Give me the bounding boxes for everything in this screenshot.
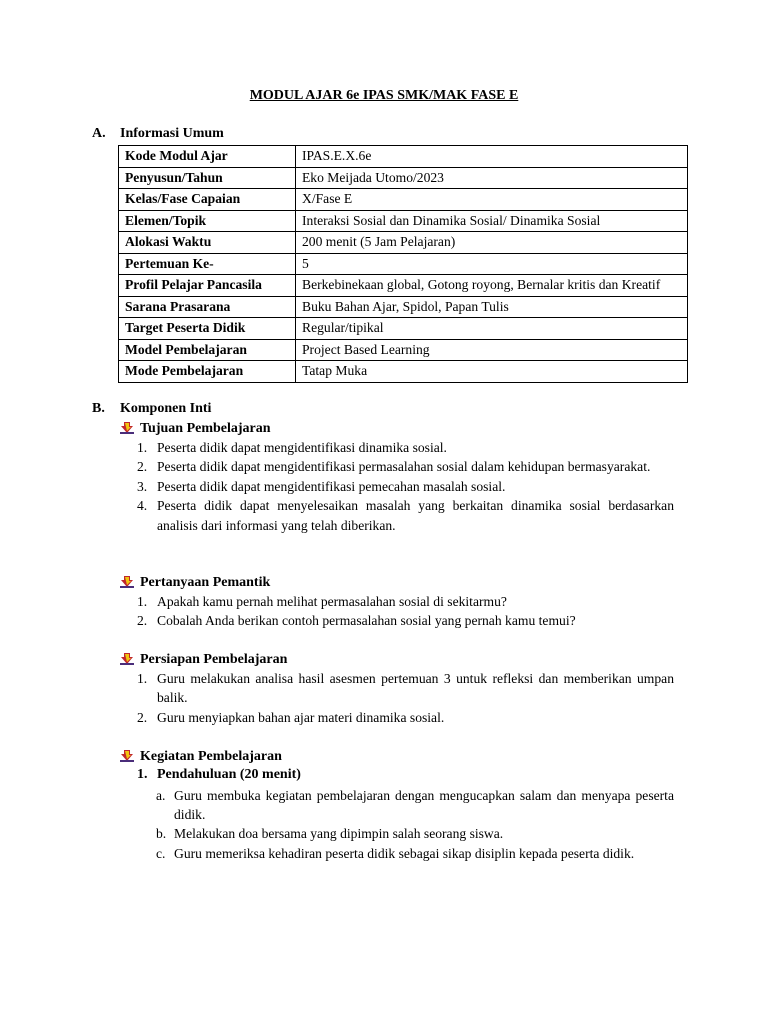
table-row	[119, 210, 688, 232]
list-number: 3.	[137, 478, 148, 494]
list-item	[137, 708, 674, 727]
table-row	[119, 296, 688, 318]
table-key: Target Peserta Didik	[119, 318, 296, 340]
table-key: Pertemuan Ke-	[119, 253, 296, 275]
list-number: 2.	[137, 613, 148, 629]
section-b-title: Komponen Inti	[120, 401, 212, 416]
list-number: 4.	[137, 498, 148, 514]
kegiatan-list	[156, 786, 674, 863]
list-number: 2.	[137, 709, 148, 725]
tujuan-list	[137, 438, 674, 535]
tujuan-heading	[119, 420, 271, 437]
pendahuluan-number: 1.	[137, 767, 148, 782]
arrow-bullet-icon	[119, 420, 135, 434]
list-item	[137, 592, 674, 611]
section-b-letter: B.	[92, 401, 105, 416]
list-text: Cobalah Anda berikan contoh permasalahan sosial yang pernah kamu temui?	[157, 613, 576, 629]
list-item	[156, 786, 674, 824]
table-row	[119, 275, 688, 297]
table-value: Project Based Learning	[296, 339, 688, 361]
table-value: Regular/tipikal	[296, 318, 688, 340]
table-key: Sarana Prasarana	[119, 296, 296, 318]
arrow-bullet-icon	[119, 748, 135, 762]
table-key: Model Pembelajaran	[119, 339, 296, 361]
table-value: Berkebinekaan global, Gotong royong, Bernalar kritis dan Kreatif	[296, 275, 688, 297]
section-a-letter: A.	[92, 126, 106, 141]
persiapan-title: Persiapan Pembelajaran	[140, 652, 288, 667]
table-row	[119, 361, 688, 383]
persiapan-list	[137, 669, 674, 727]
list-item	[156, 844, 674, 863]
table-key: Mode Pembelajaran	[119, 361, 296, 383]
table-row	[119, 146, 688, 168]
list-letter: a.	[156, 788, 166, 803]
list-text: Peserta didik dapat mengidentifikasi permasalahan sosial dalam kehidupan bermasyarakat.	[157, 459, 651, 475]
table-value: Interaksi Sosial dan Dinamika Sosial/ Dinamika Sosial	[296, 210, 688, 232]
list-number: 1.	[137, 440, 148, 455]
pendahuluan-title: Pendahuluan (20 menit)	[157, 767, 301, 782]
list-number: 1.	[137, 594, 148, 609]
list-text: Apakah kamu pernah melihat permasalahan sosial di sekitarmu?	[157, 594, 507, 609]
list-text: Peserta didik dapat mengidentifikasi pemecahan masalah sosial.	[157, 478, 506, 494]
tujuan-title: Tujuan Pembelajaran	[140, 421, 271, 436]
list-letter: b.	[156, 826, 167, 842]
table-value: 5	[296, 253, 688, 275]
table-value: IPAS.E.X.6e	[296, 146, 688, 168]
list-number: 2.	[137, 459, 148, 475]
list-item	[137, 438, 674, 457]
section-a-title: Informasi Umum	[120, 126, 224, 141]
table-key: Alokasi Waktu	[119, 232, 296, 254]
table-key: Profil Pelajar Pancasila	[119, 275, 296, 297]
info-table	[118, 145, 688, 383]
list-number: 1.	[137, 671, 148, 686]
document-title: MODUL AJAR 6e IPAS SMK/MAK FASE E	[249, 88, 519, 103]
list-item	[137, 496, 674, 535]
section-a-heading	[92, 126, 224, 142]
pendahuluan-heading	[137, 767, 301, 783]
list-text: Melakukan doa bersama yang dipimpin salah seorang siswa.	[174, 826, 504, 842]
table-row	[119, 232, 688, 254]
pertanyaan-title: Pertanyaan Pemantik	[140, 575, 271, 590]
kegiatan-heading	[119, 748, 282, 765]
list-item	[156, 824, 674, 843]
table-value: X/Fase E	[296, 189, 688, 211]
list-item	[137, 669, 674, 708]
list-text: Guru melakukan analisa hasil asesmen pertemuan 3 untuk refleksi dan memberikan umpan balik.	[157, 671, 674, 706]
table-row	[119, 189, 688, 211]
list-item	[137, 457, 674, 476]
table-value: 200 menit (5 Jam Pelajaran)	[296, 232, 688, 254]
table-key: Elemen/Topik	[119, 210, 296, 232]
persiapan-heading	[119, 651, 287, 668]
table-value: Buku Bahan Ajar, Spidol, Papan Tulis	[296, 296, 688, 318]
list-text: Guru memeriksa kehadiran peserta didik sebagai sikap disiplin kepada peserta didik.	[174, 845, 635, 861]
list-text: Guru menyiapkan bahan ajar materi dinamika sosial.	[157, 709, 445, 725]
table-value: Eko Meijada Utomo/2023	[296, 167, 688, 189]
pertanyaan-heading	[119, 574, 270, 591]
table-key: Kode Modul Ajar	[119, 146, 296, 168]
list-text: Peserta didik dapat menyelesaikan masalah yang berkaitan dinamika sosial berdasarkan analisis dari informasi yang telah diberikan.	[157, 498, 674, 533]
table-key: Penyusun/Tahun	[119, 167, 296, 189]
list-letter: c.	[156, 845, 166, 861]
list-text: Guru membuka kegiatan pembelajaran dengan mengucapkan salam dan menyapa peserta didik.	[174, 788, 674, 823]
table-row	[119, 253, 688, 275]
section-b-heading	[92, 401, 211, 417]
list-item	[137, 611, 674, 630]
arrow-bullet-icon	[119, 574, 135, 588]
table-value: Tatap Muka	[296, 361, 688, 383]
table-row	[119, 167, 688, 189]
list-text: Peserta didik dapat mengidentifikasi dinamika sosial.	[157, 440, 447, 455]
list-item	[137, 477, 674, 496]
table-key: Kelas/Fase Capaian	[119, 189, 296, 211]
table-row	[119, 318, 688, 340]
arrow-bullet-icon	[119, 651, 135, 665]
kegiatan-title: Kegiatan Pembelajaran	[140, 749, 282, 764]
pertanyaan-list	[137, 592, 674, 631]
table-row	[119, 339, 688, 361]
